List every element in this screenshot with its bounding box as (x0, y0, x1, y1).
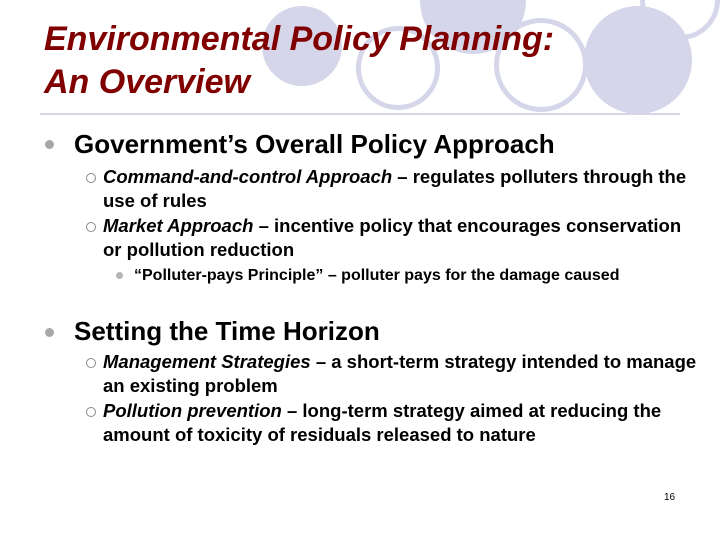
item-term: Command-and-control Approach (103, 166, 393, 187)
title-line-1: Environmental Policy Planning: (44, 20, 555, 58)
section-heading: Government’s Overall Policy Approach (74, 129, 555, 159)
item-description: – incentive policy that encourages conservation or pollution reduction (103, 215, 682, 260)
ring-bullet-icon (86, 358, 96, 368)
page-number: 16 (664, 492, 676, 503)
item-term: Market Approach (103, 215, 254, 236)
list-item (103, 165, 703, 213)
item-description: – long-term strategy aimed at reducing the amount of toxicity of residuals released to nature (103, 400, 662, 445)
ring-bullet-icon (86, 173, 96, 183)
bullet-icon (45, 328, 54, 337)
list-item (103, 214, 703, 262)
ring-bullet-icon (86, 222, 96, 232)
small-bullet-icon (116, 272, 123, 279)
ring-bullet-icon (86, 407, 96, 417)
item-term: Management Strategies (103, 351, 311, 372)
list-item (103, 399, 703, 447)
sub-list-item: “Polluter-pays Principle” – polluter pays for the damage caused (134, 267, 620, 284)
bullet-icon (45, 140, 54, 149)
item-term: Pollution prevention (103, 400, 282, 421)
title-line-2: An Overview (44, 63, 250, 101)
item-description: – regulates polluters through the use of rules (103, 166, 687, 211)
section-heading: Setting the Time Horizon (74, 316, 380, 346)
item-description: – a short-term strategy intended to manage an existing problem (103, 351, 697, 396)
list-item (103, 350, 703, 398)
slide-title (44, 18, 554, 104)
title-divider (40, 113, 680, 115)
